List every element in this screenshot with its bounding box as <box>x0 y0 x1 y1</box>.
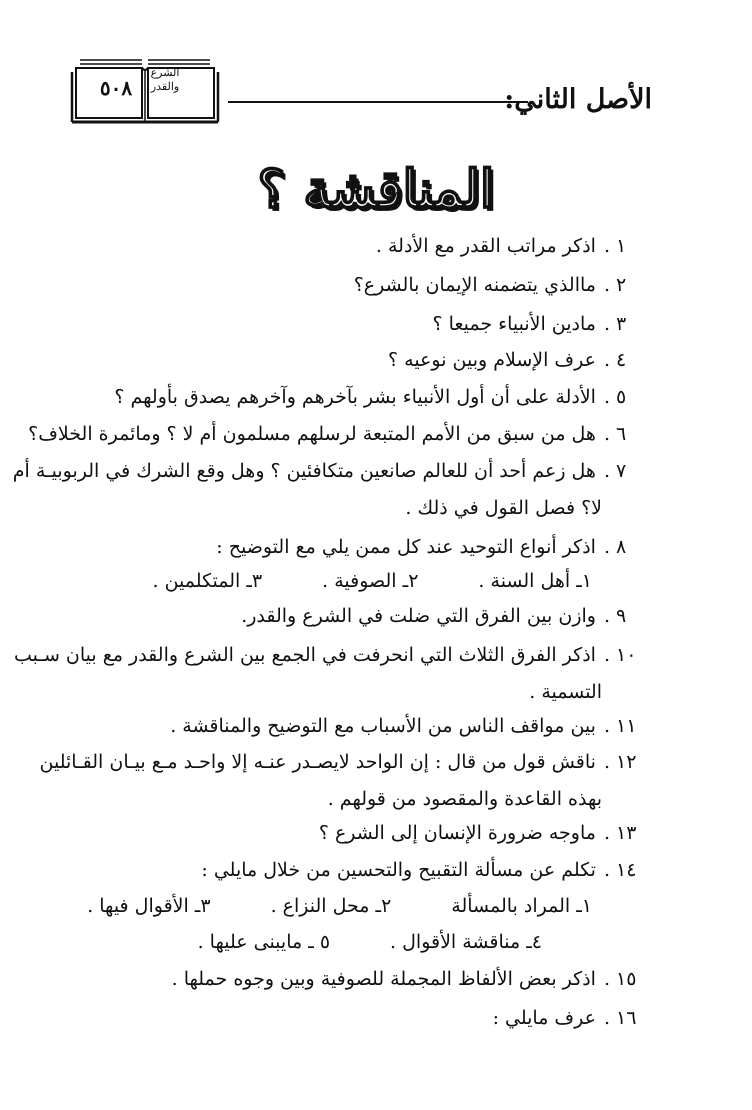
question-10: ١٠.اذكر الفرق الثلاث التي انحرفت في الجمع بين الشرع والقدر مع بيان سـبب <box>40 641 644 669</box>
question-text: اذكر الفرق الثلاث التي انحرفت في الجمع بين الشرع والقدر مع بيان سـبب <box>13 644 596 666</box>
question-text: اذكر مراتب القدر مع الأدلة . <box>375 235 596 257</box>
question-number: ١٠ <box>616 644 637 666</box>
question-number: ١٥ <box>616 968 637 990</box>
option-item: ٤ـ مناقشة الأقوال . <box>390 931 542 953</box>
question-number: ٦ <box>616 423 627 445</box>
question-12: ١٢.ناقش قول من قال : إن الواحد لايصـدر عنـه إلا واحـد مـع بيـان القـائلين <box>40 748 644 776</box>
question-3: ٣.مادين الأنبياء جميعا ؟ <box>40 310 644 338</box>
page-number: ٥٠٨ <box>99 76 133 100</box>
option-item: ٣ـ الأقوال فيها . <box>87 895 211 917</box>
option-item: ٥ ـ مايبنى عليها . <box>197 931 331 953</box>
book-label-line2: والقدر <box>150 80 180 93</box>
question-1: ١.اذكر مراتب القدر مع الأدلة . <box>40 232 644 260</box>
question-14-options-row1 <box>87 892 592 920</box>
question-text: وازن بين الفرق التي ضلت في الشرع والقدر. <box>241 605 596 627</box>
question-text: تكلم عن مسألة التقبيح والتحسين من خلال مايلي : <box>201 859 596 881</box>
question-text: عرف الإسلام وبين نوعيه ؟ <box>388 349 596 371</box>
question-2: ٢.ماالذي يتضمنه الإيمان بالشرع؟ <box>40 271 644 299</box>
question-text: ماوجه ضرورة الإنسان إلى الشرع ؟ <box>318 822 596 844</box>
question-14-options-row2 <box>198 928 542 956</box>
question-8-options <box>152 567 592 595</box>
question-number: ٩ <box>616 605 627 627</box>
question-11: ١١.بين مواقف الناس من الأسباب مع التوضيح والمناقشة . <box>40 712 644 740</box>
chapter-title: الأصل الثاني: <box>504 84 652 115</box>
question-text: هل زعم أحد أن للعالم صانعين متكافئين ؟ وهل وقع الشرك في الربوبيـة أم <box>12 460 596 482</box>
question-13: ١٣.ماوجه ضرورة الإنسان إلى الشرع ؟ <box>40 819 644 847</box>
option-item: ٢ـ الصوفية . <box>322 570 419 592</box>
question-text: ناقش قول من قال : إن الواحد لايصـدر عنـه إلا واحـد مـع بيـان القـائلين <box>39 751 596 773</box>
option-item: ٢ـ محل النزاع . <box>270 895 392 917</box>
question-number: ٥ <box>616 386 627 408</box>
book-label-line1: الشرع <box>150 66 180 79</box>
question-number: ٤ <box>616 349 627 371</box>
book-label <box>140 66 190 94</box>
question-number: ٨ <box>616 536 627 558</box>
question-number: ١٢ <box>616 751 637 773</box>
question-9: ٩.وازن بين الفرق التي ضلت في الشرع والقدر. <box>40 602 644 630</box>
question-14: ١٤.تكلم عن مسألة التقبيح والتحسين من خلال مايلي : <box>40 856 644 884</box>
question-number: ١٤ <box>616 859 637 881</box>
option-item: ١ـ أهل السنة . <box>478 570 592 592</box>
question-number: ٣ <box>616 313 627 335</box>
question-number: ١٣ <box>616 822 637 844</box>
section-heading: المناقشة ؟ <box>257 159 495 220</box>
question-number: ١١ <box>616 715 637 737</box>
question-7: ٧.هل زعم أحد أن للعالم صانعين متكافئين ؟ وهل وقع الشرك في الربوبيـة أم <box>40 457 644 485</box>
question-4: ٤.عرف الإسلام وبين نوعيه ؟ <box>40 346 644 374</box>
question-text: عرف مايلي : <box>492 1007 596 1029</box>
question-number: ١٦ <box>616 1007 637 1029</box>
question-text: اذكر بعض الألفاظ المجملة للصوفية وبين وجوه حملها . <box>171 968 596 990</box>
question-12-continuation: بهذه القاعدة والمقصود من قولهم . <box>327 788 602 810</box>
header-rule <box>228 101 528 103</box>
question-text: ماالذي يتضمنه الإيمان بالشرع؟ <box>353 274 596 296</box>
question-7-continuation: لا؟ فصل القول في ذلك . <box>405 497 602 519</box>
question-number: ٧ <box>616 460 627 482</box>
option-item: ٣ـ المتكلمين . <box>152 570 263 592</box>
question-text: هل من سبق من الأمم المتبعة لرسلهم مسلمون أم لا ؟ ومائمرة الخلاف؟ <box>28 423 596 445</box>
question-8: ٨.اذكر أنواع التوحيد عند كل ممن يلي مع التوضيح : <box>40 533 644 561</box>
question-5: ٥.الأدلة على أن أول الأنبياء بشر بآخرهم وآخرهم يصدق بأولهم ؟ <box>40 383 644 411</box>
question-10-continuation: التسمية . <box>529 681 602 703</box>
question-number: ٢ <box>616 274 627 296</box>
question-text: مادين الأنبياء جميعا ؟ <box>432 313 596 335</box>
question-text: اذكر أنواع التوحيد عند كل ممن يلي مع التوضيح : <box>216 536 596 558</box>
option-item: ١ـ المراد بالمسألة <box>451 895 592 917</box>
question-number: ١ <box>616 235 627 257</box>
question-6: ٦.هل من سبق من الأمم المتبعة لرسلهم مسلمون أم لا ؟ ومائمرة الخلاف؟ <box>40 420 644 448</box>
question-15: ١٥.اذكر بعض الألفاظ المجملة للصوفية وبين وجوه حملها . <box>40 965 644 993</box>
question-16: ١٦.عرف مايلي : <box>40 1004 644 1032</box>
question-text: الأدلة على أن أول الأنبياء بشر بآخرهم وآخرهم يصدق بأولهم ؟ <box>114 386 596 408</box>
question-text: بين مواقف الناس من الأسباب مع التوضيح والمناقشة . <box>170 715 596 737</box>
